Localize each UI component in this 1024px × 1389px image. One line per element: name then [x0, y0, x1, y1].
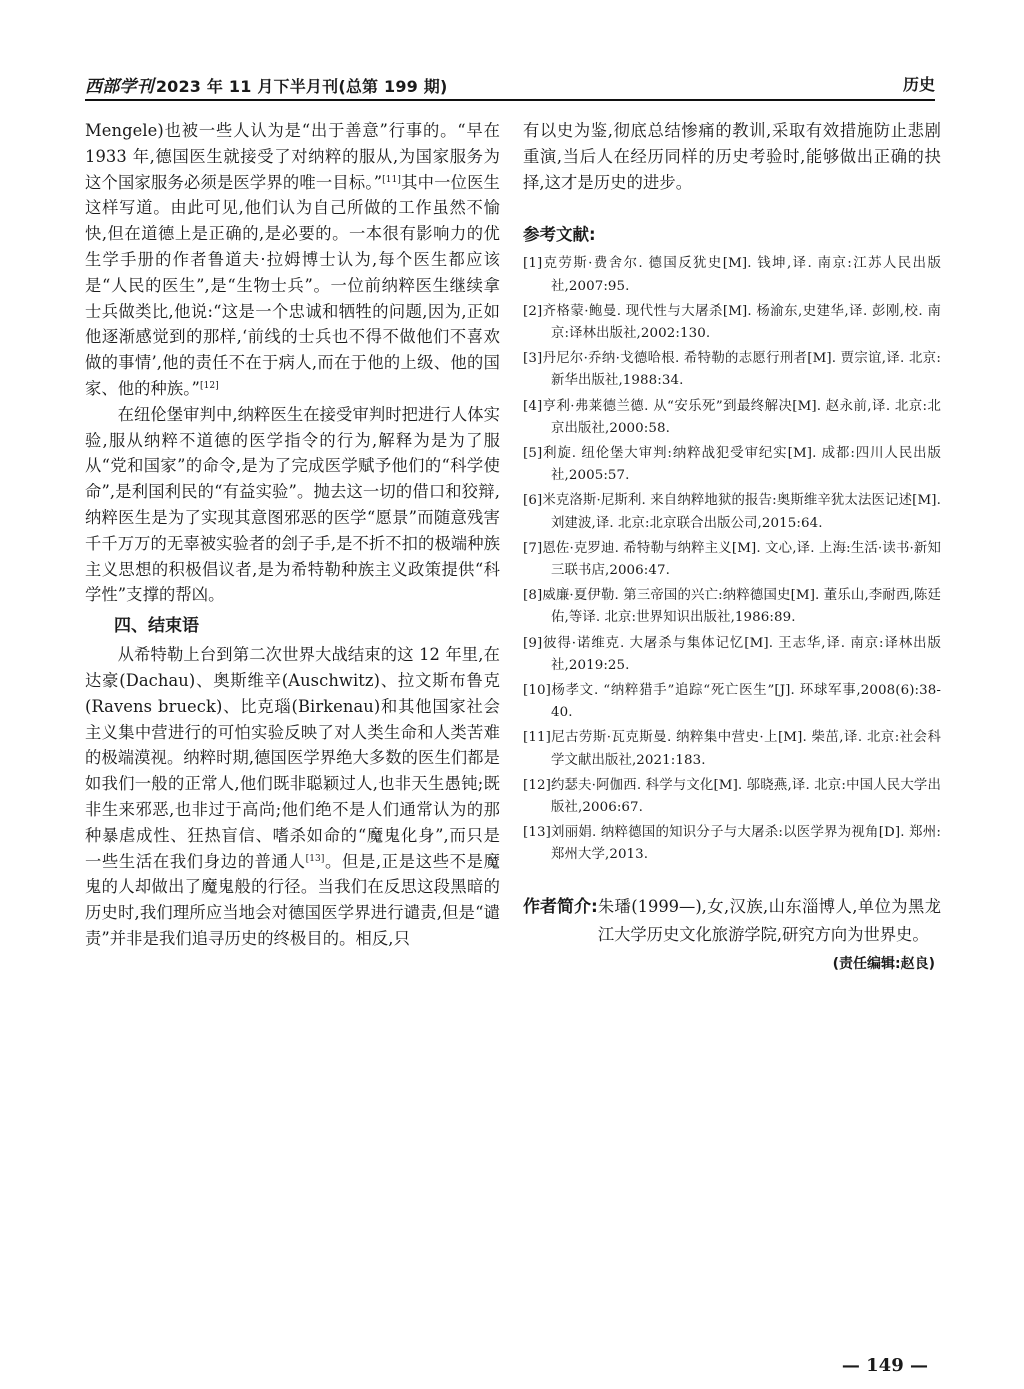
reference-item-7: [7]恩佐·克罗迪. 希特勒与纳粹主义[M]. 文心,译. 上海:生活·读书·新知三联书店,2006:47. [523, 540, 941, 579]
paragraph-continued: 有以史为鉴,彻底总结惨痛的教训,采取有效措施防止悲剧重演,当后人在经历同样的历史考验时,能够做出正确的抉择,这才是历史的进步。 [523, 121, 941, 192]
responsible-editor: (责任编辑:赵良) [832, 955, 935, 972]
reference-item-10: [10]杨孝文. “纳粹猎手”追踪“死亡医生”[J]. 环球军事,2008(6):38-40. [523, 683, 941, 721]
author-bio-label: 作者简介: [523, 896, 598, 917]
reference-item-12: [12]约瑟夫·阿伽西. 科学与文化[M]. 邬晓燕,译. 北京:中国人民大学出版社,2006:67. [523, 777, 941, 816]
running-header [85, 70, 935, 100]
paragraph-1-text-cont: 其中一位医生这样写道。由此可见,他们认为自己所做的工作虽然不愉快,但在道德上是正确的,是必要的。一本很有影响力的优生学手册的作者鲁道夫·拉姆博士认为,每个医生都应该是“人民的医生”,是“生物士兵”。一位前纳粹医生继续拿士兵做类比,他说:“这是一个忠诚和牺牲的问题,因为,正如他逐渐感觉到的那样,‘前线的士兵也不得不做他们不喜欢做的事情’,他的责任不在于病人,而在于他的上级、他的国家、他的种族。” [85, 172, 500, 398]
citation-13: [13] [305, 853, 325, 864]
reference-item-1: [1]克劳斯·费舍尔. 德国反犹史[M]. 钱坤,译. 南京:江苏人民出版社,2007:95. [523, 256, 941, 294]
reference-item-2: [2]齐格蒙·鲍曼. 现代性与大屠杀[M]. 杨渝东,史建华,译. 彭刚,校. 南京:译林出版社,2002:130. [523, 303, 941, 341]
paragraph-1-text: Mengele)也被一些人认为是“出于善意”行事的。“早在 1933 年,德国医生就接受了对纳粹的服从,为国家服务为这个国家服务必须是医学界的唯一目标。” [85, 121, 500, 192]
reference-item-11: [11]尼古劳斯·瓦克斯曼. 纳粹集中营史·上[M]. 柴茁,译. 北京:社会科学文献出版社,2021:183. [523, 730, 941, 768]
reference-item-8: [8]威廉·夏伊勒. 第三帝国的兴亡:纳粹德国史[M]. 董乐山,李耐西,陈廷佑,等译. 北京:世界知识出版社,1986:89. [523, 588, 941, 626]
reference-list [523, 253, 941, 866]
section-heading: 四、结束语 [114, 616, 199, 637]
left-column [85, 118, 500, 952]
paragraph-3-text: 从希特勒上台到第二次世界大战结束的这 12 年里,在达豪(Dachau)、奥斯维辛(Auschwitz)、拉文斯布鲁克(Ravens brueck)、比克瑙(Birkenau)和其他国家社会主义集中营进行的可怕实验反映了对人类生命和人类苦难的极端漠视。纳粹时期,德国医学界绝大多数的医生们都是如我们一般的正常人,他们既非聪颖过人,也非天生愚钝;既非生来邪恶,也非过于高尚;他们绝不是人们通常认为的那种暴虐成性、狂热盲信、嗜杀如命的“魔鬼化身”,而只是一些生活在我们身边的普通人 [85, 645, 500, 871]
paragraph-3 [85, 642, 500, 952]
references-title: 参考文献: [523, 225, 596, 245]
reference-item-9: [9]彼得·诺维克. 大屠杀与集体记忆[M]. 王志华,译. 南京:译林出版社,2019:25. [523, 635, 941, 673]
paragraph-3-text-cont: 。但是,正是这些不是魔鬼的人却做出了魔鬼般的行径。当我们在反思这段黑暗的历史时,我们理所应当地会对德国医学界进行谴责,但是“谴责”并非是我们追寻历史的终极目的。相反,只 [85, 851, 500, 948]
journal-issue-line [85, 72, 448, 97]
reference-item-13: [13]刘丽娟. 纳粹德国的知识分子与大屠杀:以医学界为视角[D]. 郑州:郑州大学,2013. [523, 825, 941, 863]
paragraph-1 [85, 118, 500, 402]
paragraph-2: 在纽伦堡审判中,纳粹医生在接受审判时把进行人体实验,服从纳粹不道德的医学指令的行为,解释为是为了服从“党和国家”的命令,是为了完成医学赋予他们的“科学使命”,是利国利民的“有益实验”。抛去这一切的借口和狡辩,纳粹医生是为了实现其意图邪恶的医学“愿景”而随意残害千千万万的无辜被实验者的刽子手,是不折不扣的极端种族主义思想的积极倡议者,是为希特勒种族主义政策提供“科学性”支撑的帮凶。 [85, 404, 500, 605]
section-label: 历史 [902, 75, 935, 94]
author-bio [523, 893, 941, 949]
issue-info: 2023 年 11 月下半月刊(总第 199 期) [155, 77, 448, 96]
journal-logo: 西部学刊 [85, 77, 154, 97]
header-divider [85, 99, 935, 101]
page-number: — 149 — [841, 1355, 928, 1376]
citation-12: [12] [199, 380, 219, 391]
reference-item-5: [5]利旋. 纽伦堡大审判:纳粹战犯受审纪实[M]. 成都:四川人民出版社,2005:57. [523, 446, 941, 484]
right-column [523, 118, 941, 973]
reference-item-6: [6]米克洛斯·尼斯利. 来自纳粹地狱的报告:奥斯维辛犹太法医记述[M]. 刘建波,译. 北京:北京联合出版公司,2015:64. [523, 493, 941, 531]
citation-11: [11] [382, 174, 402, 185]
reference-item-3: [3]丹尼尔·乔纳·戈德哈根. 希特勒的志愿行刑者[M]. 贾宗谊,译. 北京:新华出版社,1988:34. [523, 351, 941, 389]
author-bio-text: 朱璠(1999—),女,汉族,山东淄博人,单位为黑龙江大学历史文化旅游学院,研究方向为世界史。 [597, 896, 941, 944]
reference-item-4: [4]亨利·弗莱德兰德. 从“安乐死”到最终解决[M]. 赵永前,译. 北京:北京出版社,2000:58. [523, 398, 941, 436]
